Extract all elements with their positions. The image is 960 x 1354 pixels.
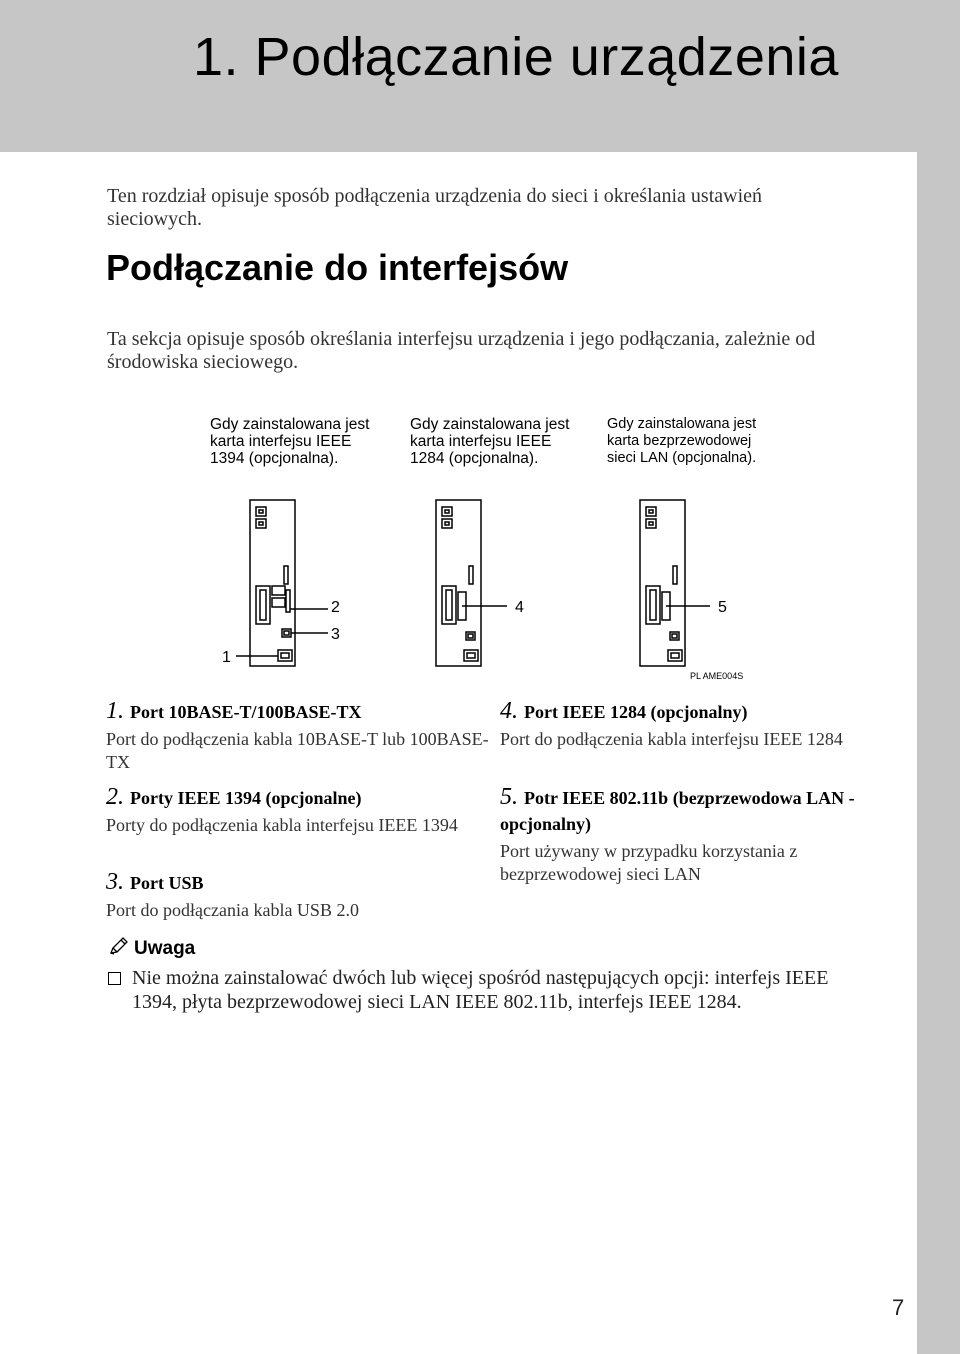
list-item-5	[500, 784, 870, 886]
caption-ieee1394: Gdy zainstalowana jest karta interfejsu IEEE 1394 (opcjonalna).	[210, 416, 370, 467]
item-title: Port IEEE 1284 (opcjonalny)	[524, 702, 748, 722]
item-description: Port do podłączenia kabla interfejsu IEEE 1284	[500, 729, 843, 749]
section-title: Podłączanie do interfejsów	[106, 247, 569, 288]
callout-1: 1	[222, 649, 231, 666]
checkbox-bullet	[108, 972, 121, 985]
chapter-title: 1. Podłączanie urządzenia	[193, 27, 839, 87]
intro-paragraph: Ten rozdział opisuje sposób podłączenia urządzenia do sieci i określania ustawień sieciowych.	[107, 185, 763, 230]
item-number: 3.	[106, 869, 124, 895]
item-description: Porty do podłączenia kabla interfejsu IEEE 1394	[106, 815, 458, 835]
list-item-4	[500, 698, 870, 751]
callout-4: 4	[515, 599, 524, 616]
note-heading	[108, 936, 195, 960]
panel-ieee1284	[436, 500, 507, 666]
item-number: 1.	[106, 698, 124, 724]
callout-2: 2	[331, 599, 340, 616]
note-title: Uwaga	[134, 938, 196, 959]
item-title: Port 10BASE-T/100BASE-TX	[130, 702, 362, 722]
interface-diagram	[200, 410, 780, 690]
item-description: Port do podłączenia kabla 10BASE-T lub 100BASE-TX	[106, 729, 489, 772]
item-number: 5.	[500, 784, 518, 810]
item-number: 4.	[500, 698, 518, 724]
item-description: Port używany w przypadku korzystania z bezprzewodowej sieci LAN	[500, 841, 798, 884]
panel-ieee1394	[236, 500, 328, 666]
item-title: Porty IEEE 1394 (opcjonalne)	[130, 788, 362, 808]
section-intro: Ta sekcja opisuje sposób określania interfejsu urządzenia i jego podłączania, zależnie od środowiska sieciowego.	[107, 328, 816, 373]
pencil-icon	[108, 936, 130, 956]
list-item-2	[106, 784, 506, 837]
figure-code: PL AME004S	[690, 671, 744, 681]
caption-wireless-lan: Gdy zainstalowana jest karta bezprzewodowej sieci LAN (opcjonalna).	[607, 416, 757, 466]
side-band	[917, 152, 960, 1354]
item-title: Port USB	[130, 873, 204, 893]
item-description: Port do podłączania kabla USB 2.0	[106, 900, 359, 920]
panel-drawings	[200, 410, 780, 690]
caption-ieee1284: Gdy zainstalowana jest karta interfejsu IEEE 1284 (opcjonalna).	[410, 416, 570, 467]
note-text: Nie można zainstalować dwóch lub więcej spośród następujących opcji: interfejs IEEE 1394, płyta bezprzewodowej sieci LAN IEEE 802.11b, interfejs IEEE 1284.	[132, 967, 829, 1013]
page-number: 7	[892, 1295, 905, 1320]
list-item-3	[106, 869, 506, 922]
item-number: 2.	[106, 784, 124, 810]
panel-wireless-lan	[640, 500, 710, 666]
callout-5: 5	[718, 599, 727, 616]
item-title: Potr IEEE 802.11b (bezprzewodowa LAN - opcjonalny)	[500, 788, 855, 834]
callout-3: 3	[331, 626, 340, 643]
list-item-1	[106, 698, 506, 774]
